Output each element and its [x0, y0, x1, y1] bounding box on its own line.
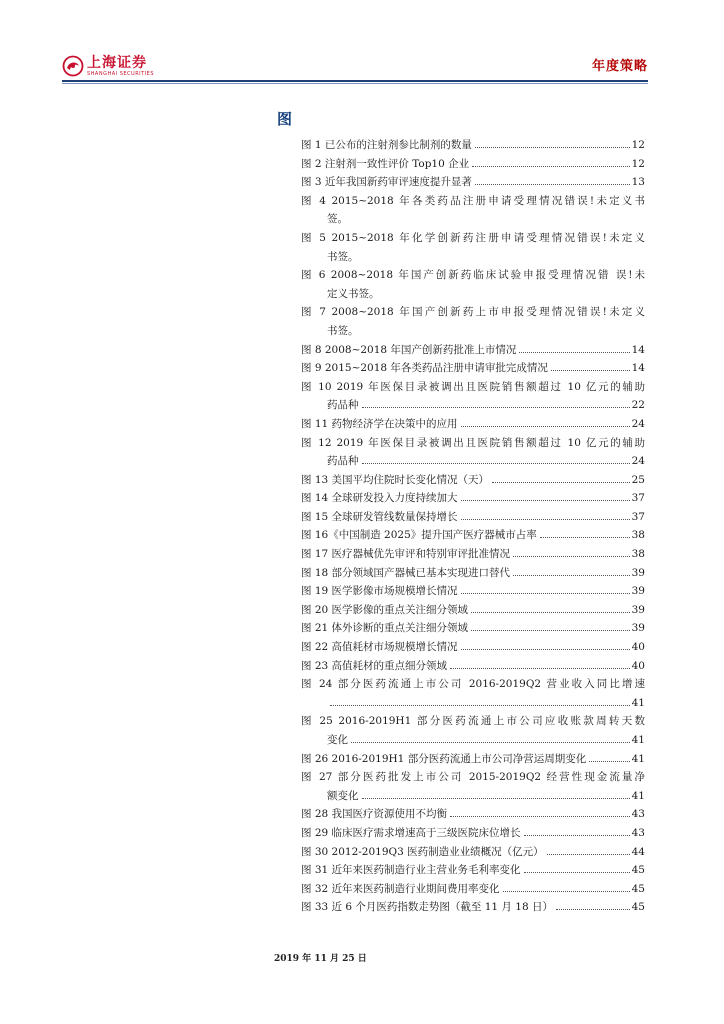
toc-entry-label: 图 5 2015~2018 年化学创新药注册申请受理情况错误!未定义: [301, 231, 645, 244]
toc-entry-page: 45: [631, 864, 645, 877]
dot-leader: [471, 612, 630, 613]
toc-entry-continuation: 书签。: [327, 250, 359, 263]
toc-entry-page: 14: [631, 362, 645, 375]
toc-entry-label: 图 3 近年我国新药审评速度提升显著: [301, 176, 472, 189]
toc-entry-label: 图 6 2008~2018 年国产创新药临床试验申报受理情况错 误!未: [301, 269, 645, 282]
toc-entry-continuation: 定义书签。: [327, 287, 380, 300]
toc-entry-page: 40: [631, 641, 645, 654]
toc-entry-label: 图 2 注射剂一致性评价 Top10 企业: [301, 157, 470, 170]
brand-name-en: SHANGHAI SECURITIES: [87, 70, 155, 77]
dot-leader: [362, 798, 630, 799]
toc-entry-page: 41: [631, 696, 645, 709]
dot-leader: [475, 184, 630, 185]
toc-entry-label: 图 32 近年来医药制造行业期间费用率变化: [301, 882, 500, 895]
toc-entry[interactable]: [301, 824, 645, 843]
dot-leader: [450, 668, 630, 669]
toc-entry[interactable]: [301, 471, 645, 490]
toc-entry-page: 38: [631, 548, 645, 561]
toc-entry-label: 图 11 药物经济学在决策中的应用: [301, 417, 458, 430]
toc-entry[interactable]: [301, 415, 645, 434]
toc-entry-page: 37: [631, 510, 645, 523]
toc-entry-label: 图 14 全球研发投入力度持续加大: [301, 492, 458, 505]
toc-title: 图: [277, 110, 293, 128]
toc-entry[interactable]: [301, 861, 645, 880]
toc-entry[interactable]: [301, 192, 645, 229]
toc-entry[interactable]: [301, 266, 645, 303]
toc-entry-label: 图 1 已公布的注射剂参比制剂的数量: [301, 139, 472, 151]
toc-entry[interactable]: [301, 805, 645, 824]
dot-leader: [540, 537, 630, 538]
toc-entry-page: 43: [631, 826, 645, 839]
dot-leader: [503, 891, 630, 892]
toc-entry-continuation: 药品种: [327, 455, 359, 468]
toc-entry-continuation: 药品种: [327, 399, 359, 412]
toc-entry[interactable]: [301, 545, 645, 564]
brand-logo: [62, 52, 154, 80]
toc-entry-page: 40: [631, 659, 645, 672]
dot-leader: [461, 649, 630, 650]
toc-entry-page: 12: [631, 139, 645, 151]
toc-entry[interactable]: [301, 359, 645, 378]
brand-seal-icon: [62, 55, 84, 77]
dot-leader: [461, 500, 630, 501]
page-header: [0, 0, 724, 90]
toc-entry-label: 图 29 临床医疗需求增速高于三级医院床位增长: [301, 826, 521, 839]
toc-entry-label: 图 33 近 6 个月医药指数走势图（截至 11 月 18 日）: [301, 901, 553, 914]
dot-leader: [475, 147, 630, 148]
dot-leader: [351, 742, 630, 743]
dot-leader: [362, 407, 630, 408]
toc-entry-page: 43: [631, 808, 645, 821]
toc-entry-label: 图 9 2015~2018 年各类药品注册申请审批完成情况: [301, 362, 548, 375]
toc-entry-page: 45: [631, 901, 645, 914]
toc-entry-label: 图 7 2008~2018 年国产创新药上市申报受理情况错误!未定义: [301, 306, 645, 319]
toc-entry-label: 图 26 2016-2019H1 部分医药流通上市公司净营运周期变化: [301, 752, 587, 765]
toc-entry-page: 25: [631, 473, 645, 486]
dot-leader: [519, 352, 629, 353]
dot-leader: [330, 705, 630, 706]
toc-entry-label: 图 22 高值耗材市场规模增长情况: [301, 641, 458, 654]
toc-entry[interactable]: [301, 675, 645, 712]
toc-entry[interactable]: [301, 601, 645, 620]
toc-entry-label: 图 23 高值耗材的重点细分领域: [301, 659, 448, 672]
header-rule-thin: [62, 83, 648, 84]
dot-leader: [556, 909, 630, 910]
dot-leader: [524, 872, 630, 873]
toc-entry-page: 39: [631, 622, 645, 635]
toc-entry[interactable]: [301, 843, 645, 862]
dot-leader: [524, 835, 630, 836]
toc-entry[interactable]: [301, 750, 645, 769]
toc-entry-page: 44: [631, 845, 645, 858]
toc-entry[interactable]: [301, 229, 645, 266]
toc-entry-label: 图 4 2015~2018 年各类药品注册申请受理情况错误!未定义书: [301, 194, 645, 207]
toc-entry[interactable]: [301, 155, 645, 174]
toc-entry-label: 图 13 美国平均住院时长变化情况（天）: [301, 473, 490, 486]
dot-leader: [589, 761, 629, 762]
toc-entry-page: 24: [631, 417, 645, 430]
dot-leader: [513, 556, 630, 557]
toc-entry-page: 41: [631, 752, 645, 765]
toc-entry[interactable]: [301, 712, 645, 749]
toc-entry[interactable]: [301, 341, 645, 360]
toc-entry-page: 24: [631, 455, 645, 468]
toc-entry-page: 37: [631, 492, 645, 505]
toc-entry-label: 图 20 医学影像的重点关注细分领域: [301, 603, 469, 616]
toc-entry-label: 图 28 我国医疗资源使用不均衡: [301, 808, 448, 821]
toc-entry-continuation: 书签。: [327, 324, 359, 337]
toc-entry-label: 图 10 2019 年医保目录被调出且医院销售额超过 10 亿元的辅助: [301, 380, 645, 393]
report-type-label: 年度策略: [591, 59, 648, 74]
toc-entry[interactable]: [301, 657, 645, 676]
toc-entry-label: 图 25 2016-2019H1 部分医药流通上市公司应收账款周转天数: [301, 715, 645, 728]
toc-entry-page: 12: [631, 157, 645, 170]
figure-list: [301, 136, 645, 917]
dot-leader: [551, 370, 630, 371]
toc-entry-label: 图 27 部分医药批发上市公司 2015-2019Q2 经营性现金流量净: [301, 771, 645, 784]
toc-entry[interactable]: [301, 564, 645, 583]
toc-entry[interactable]: [301, 582, 645, 601]
toc-entry[interactable]: [301, 489, 645, 508]
toc-entry-label: 图 31 近年来医药制造行业主营业务毛利率变化: [301, 864, 521, 877]
toc-entry-page: 41: [631, 734, 645, 746]
report-date: 2019 年 11 月 25 日: [274, 954, 367, 964]
toc-entry-page: 39: [631, 603, 645, 616]
toc-entry-label: 图 30 2012-2019Q3 医药制造业业绩概况（亿元）: [301, 845, 544, 858]
toc-entry-page: 45: [631, 882, 645, 895]
toc-entry-page: 22: [631, 399, 645, 412]
dot-leader: [461, 426, 630, 427]
dot-leader: [461, 519, 630, 520]
toc-entry[interactable]: [301, 434, 645, 471]
toc-entry-label: 图 12 2019 年医保目录被调出且医院销售额超过 10 亿元的辅助: [301, 436, 645, 449]
toc-entry[interactable]: [301, 768, 645, 805]
toc-entry-label: 图 8 2008~2018 年国产创新药批准上市情况: [301, 343, 517, 356]
brand-name-cn: 上海证券: [87, 54, 147, 71]
toc-entry-label: 图 17 医疗器械优先审评和特别审评批准情况: [301, 548, 511, 561]
toc-entry-continuation: 签。: [327, 213, 348, 226]
toc-entry-page: 39: [631, 585, 645, 598]
toc-entry-page: 41: [631, 789, 645, 802]
toc-entry[interactable]: [301, 880, 645, 899]
toc-entry[interactable]: [301, 638, 645, 657]
toc-entry[interactable]: [301, 508, 645, 527]
toc-entry-continuation: 变化: [327, 734, 348, 746]
dot-leader: [547, 854, 630, 855]
toc-entry[interactable]: [301, 303, 645, 340]
toc-entry-label: 图 19 医学影像市场规模增长情况: [301, 585, 458, 598]
toc-entry-page: 38: [631, 529, 645, 542]
dot-leader: [472, 166, 630, 167]
toc-entry-label: 图 24 部分医药流通上市公司 2016-2019Q2 营业收入同比增速: [301, 678, 645, 691]
toc-entry[interactable]: [301, 378, 645, 415]
toc-entry[interactable]: [301, 898, 645, 917]
toc-entry[interactable]: [301, 526, 645, 545]
toc-entry-label: 图 21 体外诊断的重点关注细分领域: [301, 622, 469, 635]
toc-entry-page: 39: [631, 566, 645, 579]
header-rule: [62, 80, 648, 82]
toc-entry[interactable]: [301, 173, 645, 192]
toc-entry-label: 图 18 部分领域国产器械已基本实现进口替代: [301, 566, 511, 579]
toc-entry-continuation: 额变化: [327, 789, 359, 802]
toc-entry-label: 图 15 全球研发管线数量保持增长: [301, 510, 458, 523]
dot-leader: [362, 463, 630, 464]
dot-leader: [450, 816, 630, 817]
dot-leader: [513, 575, 630, 576]
dot-leader: [471, 630, 630, 631]
dot-leader: [461, 593, 630, 594]
toc-entry[interactable]: [301, 136, 645, 155]
toc-entry-page: 13: [631, 176, 645, 189]
dot-leader: [492, 482, 630, 483]
toc-entry-label: 图 16《中国制造 2025》提升国产医疗器械市占率: [301, 529, 537, 542]
toc-entry[interactable]: [301, 619, 645, 638]
toc-entry-page: 14: [631, 343, 645, 356]
